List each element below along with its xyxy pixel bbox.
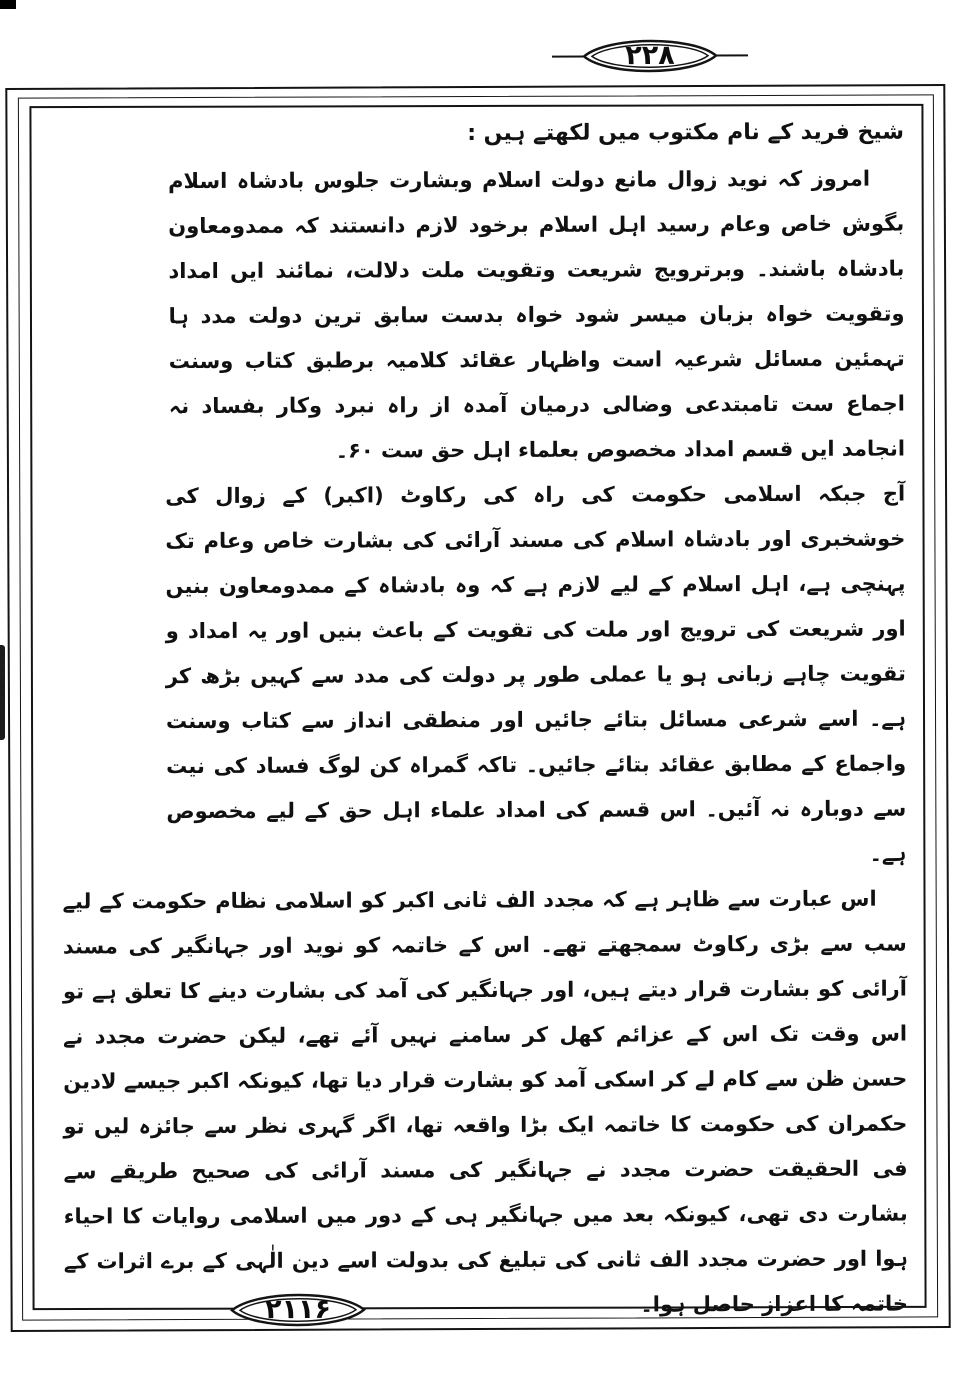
section-heading: شیخ فرید کے نام مکتوب میں لکھتے ہیں : xyxy=(467,119,904,147)
persian-quotation: امروز کہ نوید زوال مانع دولت اسلام وبشارت جلوس بادشاہ اسلام بگوش خاص وعام رسید اہل اسلام برخود لازم دانستند کہ ممدومعاون بادشاہ باشند۔ وبرترویج شریعت وتقویت ملت دلالت، نمائند ایں امداد وتقویت خواہ بزبان میسر شود خواہ بدست سابق ترین دولت مدد ہا تہمئین مسائل شرعیہ است واظہار عقائد کلامیہ برطبق کتاب وسنت اجماع ست تامبتدعی وضالی درمیان آمدہ از راہ نبرد وکار بفساد نہ انجامد ایں قسم امداد مخصوص بعلماء اہل حق ست ۶۰۔ xyxy=(168,166,906,463)
bottom-page-number-cartouche xyxy=(200,1287,396,1332)
bottom-page-number: ۲۱۱۶ xyxy=(264,1293,332,1325)
top-page-number: ۲۲۸ xyxy=(625,39,675,71)
top-page-number-cartouche xyxy=(552,33,748,78)
scan-artifact-corner xyxy=(0,0,16,9)
page-text xyxy=(60,109,908,1330)
scan-artifact-edge xyxy=(0,645,5,740)
commentary-paragraph: اس عبارت سے ظاہر ہے کہ مجدد الف ثانی اکبر کو اسلامی نظام حکومت کے لیے سب سے بڑی رکاوٹ سمجھتے تھے۔ اس کے خاتمہ کو نوید اور جہانگیر کی مسند آرائی کو بشارت قرار دیتے ہیں، اور جہانگیر کی آمد کی بشارت دینے کا تعلق ہے تو اس وقت تک اس کے عزائم کھل کر سامنے نہیں آئے تھے، لیکن حضرت مجدد نے حسن ظن سے کام لے کر اسکی آمد کو بشارت قرار دیا تھا، کیونکہ اکبر جیسے لادین حکمران کی حکومت کا خاتمہ ایک بڑا واقعہ تھا، اگر گہری نظر سے جائزہ لیں تو فی الحقیقت حضرت مجدد نے جہانگیر کی مسند آرائی کی صحیح طریقے سے بشارت دی تھی، کیونکہ بعد میں جہانگیر ہی کے دور میں اسلامی روایات کا احیاء ہوا اور حضرت مجدد الف ثانی کی تبلیغ کی بدولت اسے دین الٰہی کے برے اثرات کے خاتمہ کا اعزاز حاصل ہوا۔ xyxy=(62,886,909,1317)
urdu-translation: آج جبکہ اسلامی حکومت کی راہ کی رکاوٹ (اکبر) کے زوال کی خوشخبری اور بادشاہ اسلام کی مسند آرائی کی بشارت خاص وعام تک پہنچی ہے، اہل اسلام کے لیے لازم ہے کہ وہ بادشاہ کے ممدومعاون بنیں اور شریعت کی ترویج اور ملت کی تقویت کے باعث بنیں اور یہ امداد و تقویت چاہے زبانی ہو یا عملی طور پر دولت کی مدد سے کہیں بڑھ کر ہے۔ اسے شرعی مسائل بتائے جائیں اور منطقی انداز سے کتاب وسنت واجماع کے مطابق عقائد بتائے جائیں۔ تاکہ گمراہ کن لوگ فساد کی نیت سے دوبارہ نہ آئیں۔ اس قسم کی امداد علماء اہل حق کے لیے مخصوص ہے۔ xyxy=(165,481,907,866)
